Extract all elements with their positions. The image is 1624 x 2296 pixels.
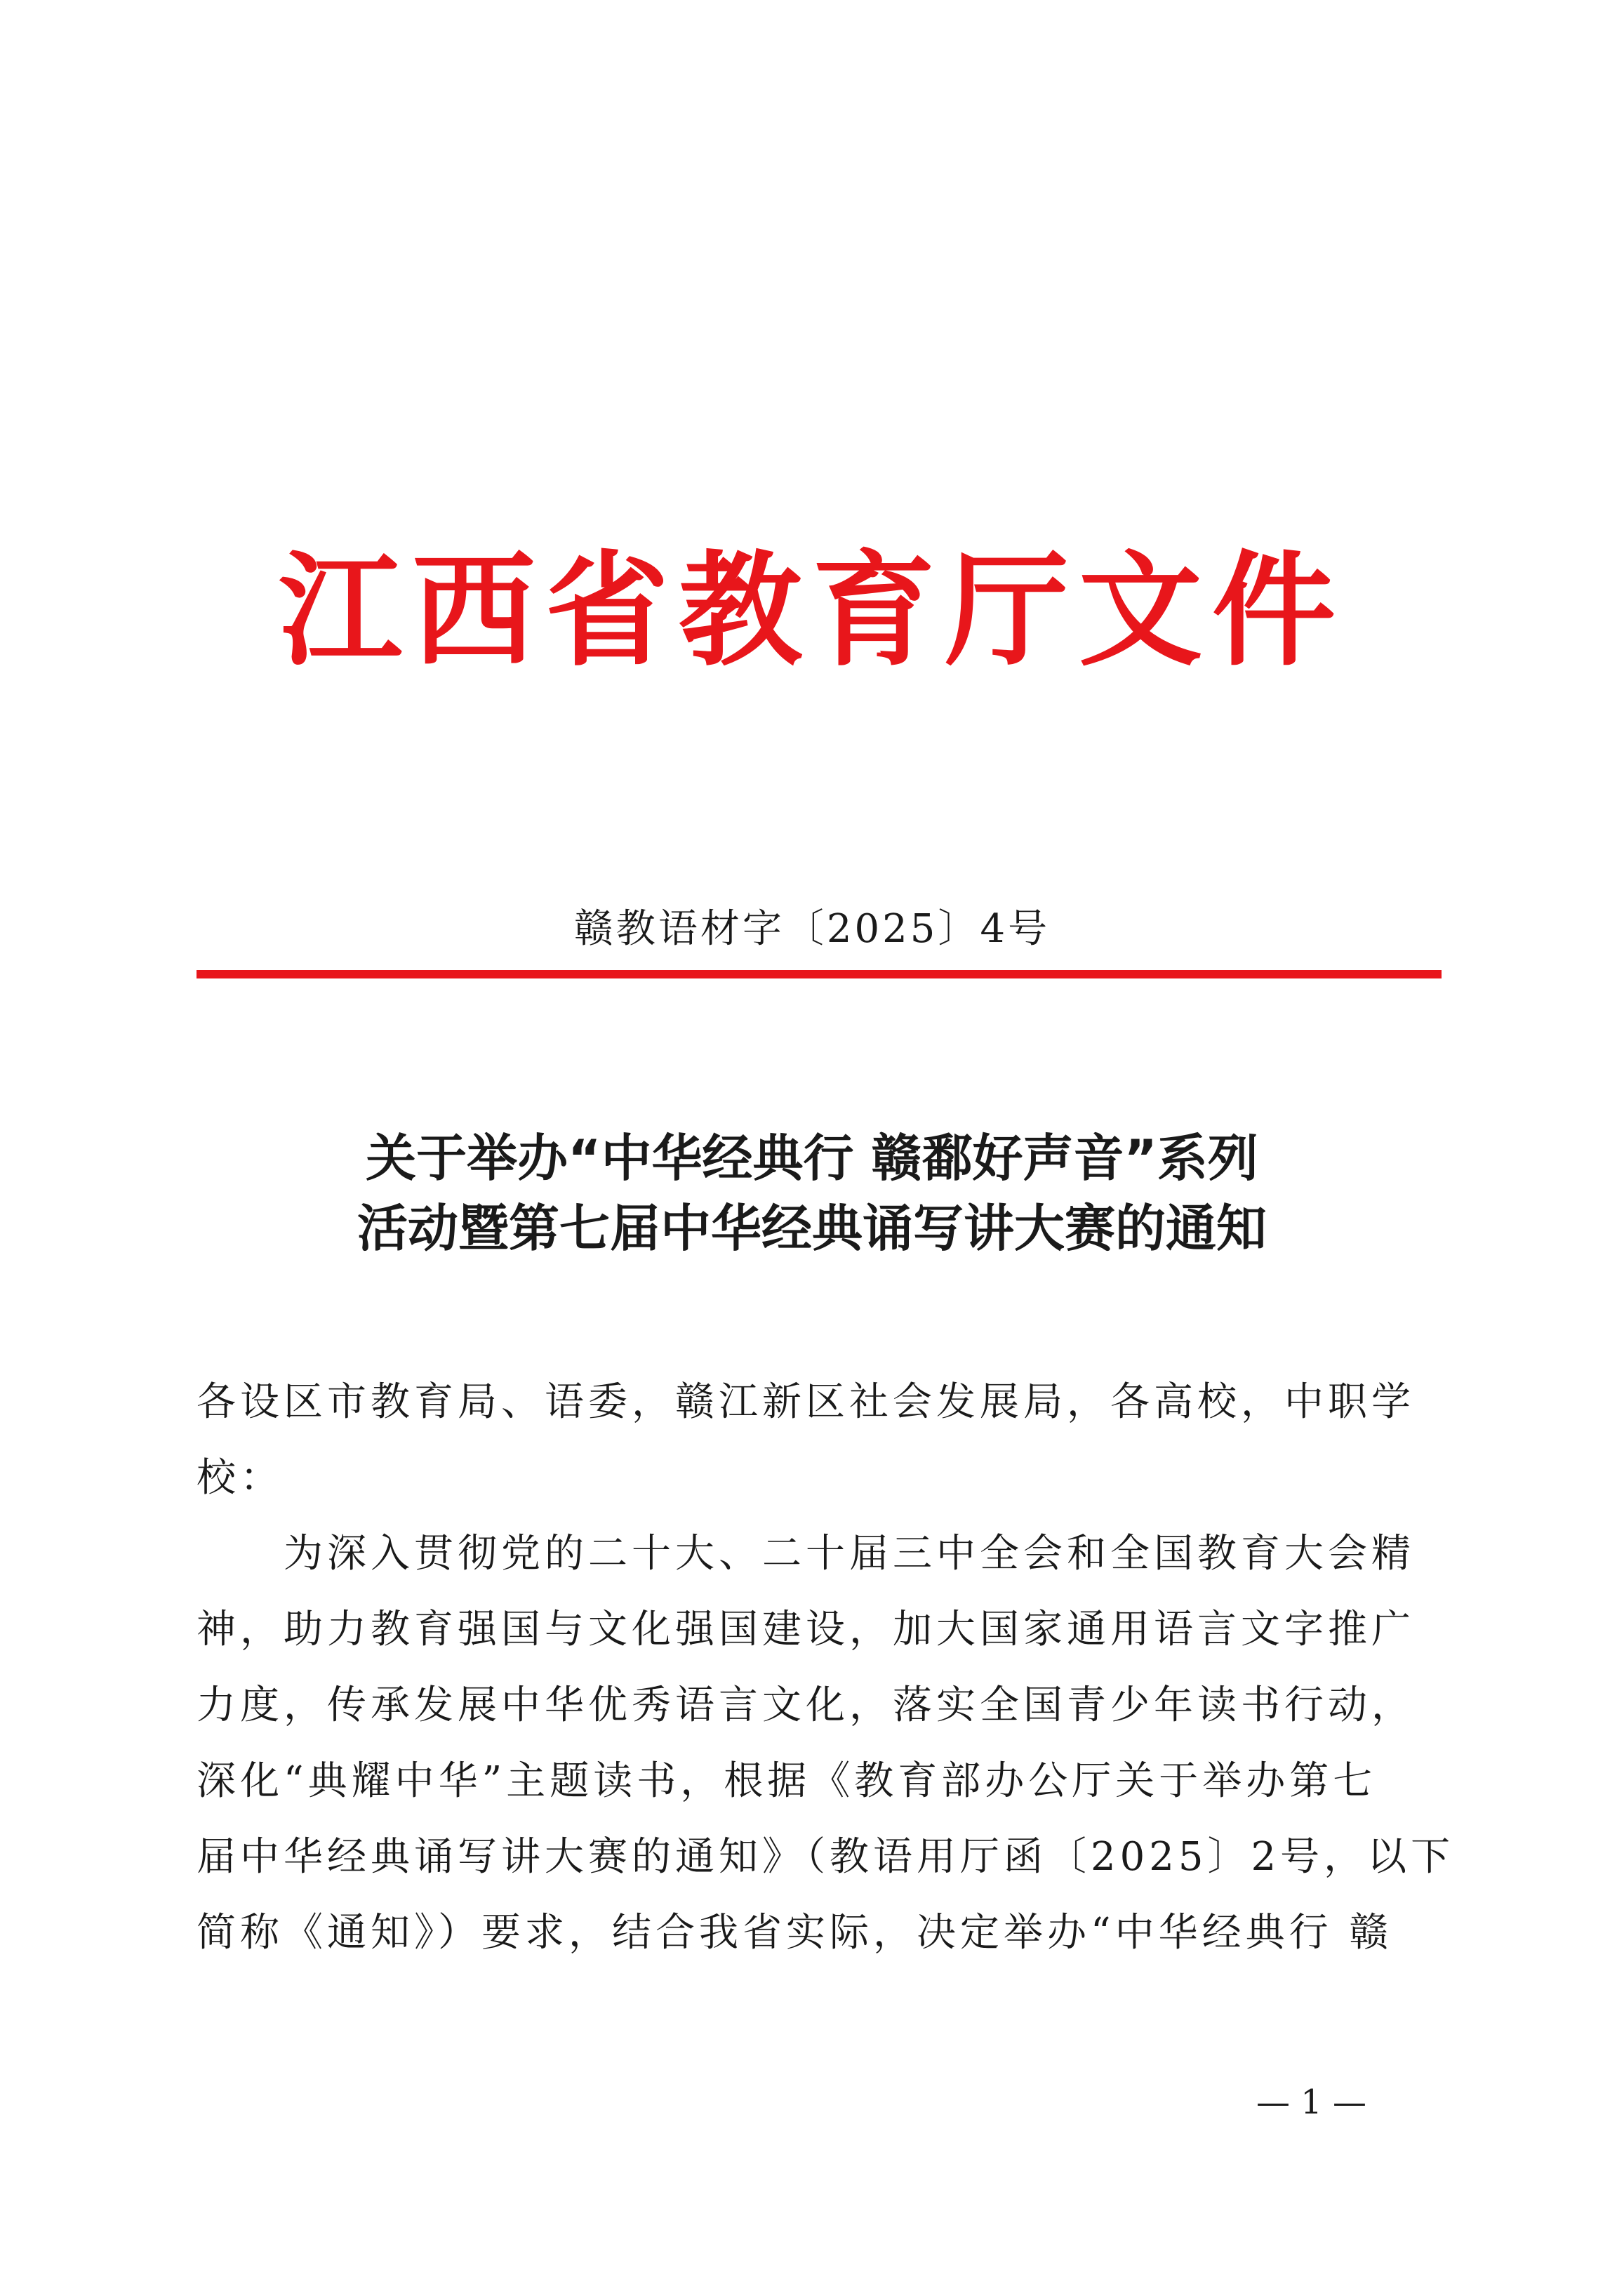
paragraph-line-6: 简称《通知》）要求，结合我省实际，决定举办“中华经典行 赣 xyxy=(197,1910,1393,1956)
paragraph-line-4: 深化“典耀中华”主题读书，根据《教育部办公厅关于举办第七 xyxy=(197,1758,1377,1804)
body-paragraph xyxy=(197,1516,1455,1971)
notice-title xyxy=(0,1123,1624,1263)
document-number: 赣教语材字〔2025〕4号 xyxy=(573,906,1051,952)
paragraph-line-5: 届中华经典诵写讲大赛的通知》（教语用厅函〔2025〕2号，以下 xyxy=(197,1834,1455,1880)
paragraph-line-1: 为深入贯彻党的二十大、二十届三中全会和全国教育大会精 xyxy=(197,1531,1415,1577)
notice-title-line-2: 活动暨第七届中华经典诵写讲大赛的通知 xyxy=(357,1199,1267,1258)
paragraph-line-2: 神，助力教育强国与文化强国建设，加大国家通用语言文字推广 xyxy=(197,1607,1415,1652)
paragraph-line-3: 力度，传承发展中华优秀语言文化，落实全国青少年读书行动， xyxy=(197,1683,1415,1728)
page-number: — 1 — xyxy=(1256,2083,1367,2122)
addressee-line-2: 校： xyxy=(197,1455,284,1501)
notice-title-line-1: 关于举办“中华经典行 赣鄱好声音”系列 xyxy=(366,1129,1258,1188)
addressee-line-1: 各设区市教育局、语委，赣江新区社会发展局，各高校，中职学 xyxy=(197,1379,1415,1425)
issuer-header-title: 江西省教育厅文件 xyxy=(278,538,1345,683)
addressee-block xyxy=(197,1365,1442,1516)
red-separator-line xyxy=(197,970,1442,978)
